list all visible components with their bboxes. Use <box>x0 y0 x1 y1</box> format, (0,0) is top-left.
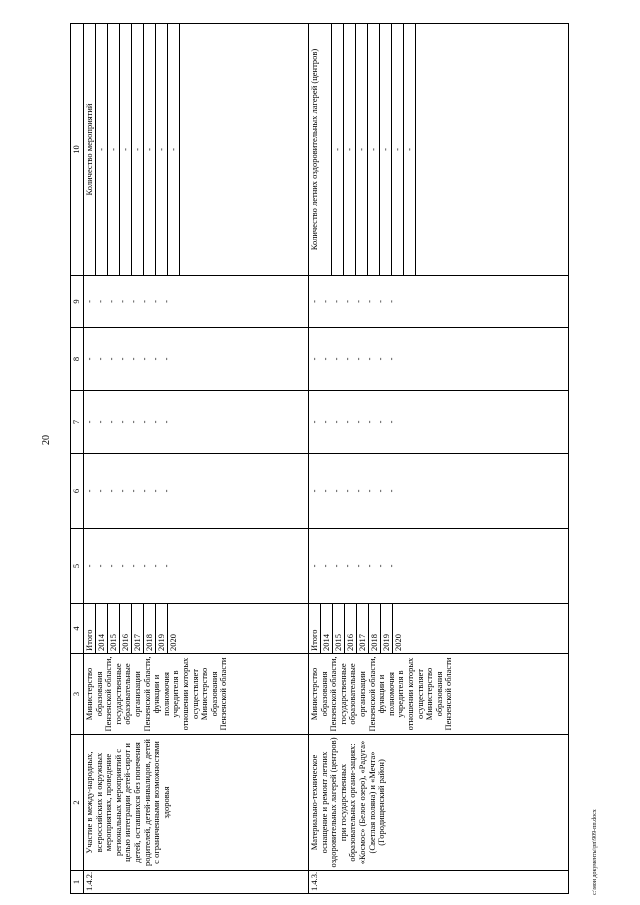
dash-value: - <box>331 300 341 303</box>
footer-file-path: c:\мои документы\рп\909-пп.docx <box>592 809 598 895</box>
col9-cell <box>309 276 569 328</box>
dash-value: - <box>320 564 330 568</box>
dash-value: - <box>364 420 374 424</box>
year-label: 2016 <box>120 604 132 653</box>
dash-value: - <box>375 357 385 361</box>
dash-value: - <box>106 489 116 493</box>
dash-value: - <box>106 300 116 303</box>
dash-value: - <box>84 564 94 568</box>
dash-value: - <box>150 420 160 424</box>
rotated-table-wrapper <box>70 24 582 894</box>
column-header: 4 <box>71 604 84 654</box>
year-label: 2015 <box>108 604 120 653</box>
page-number: 20 <box>41 435 52 445</box>
dash-value: - <box>309 357 319 361</box>
dash-value: - <box>320 357 330 361</box>
year-label: 2020 <box>168 634 178 651</box>
years-cell <box>309 604 569 654</box>
dash-value: - <box>404 24 416 275</box>
dash-value: - <box>309 300 319 303</box>
dash-value: - <box>95 564 105 568</box>
col9-cell <box>84 276 309 328</box>
dash-value: - <box>386 489 396 493</box>
dash-value: - <box>139 564 149 568</box>
row-number: 1.4.2. <box>84 871 309 894</box>
year-label: 2014 <box>96 604 108 653</box>
dash-value: - <box>375 489 385 493</box>
activity-name: Материально-техническое оснащение и ремонт летних оздоровительных лагерей (центров) при государственных образовательных органи-зациях: «Космос» (Белое озеро), «Радуга» (Светлая поляна) и «Мечта» (Городищенский район) <box>309 735 569 871</box>
header-row <box>71 24 84 894</box>
dash-value: - <box>84 300 94 303</box>
column-header: 6 <box>71 454 84 529</box>
dash-value: - <box>106 357 116 361</box>
dash-value: - <box>139 489 149 493</box>
dash-value: - <box>332 24 344 275</box>
dash-value: - <box>117 489 127 493</box>
dash-value: - <box>309 420 319 424</box>
dash-value: - <box>320 489 330 493</box>
col5-cell <box>309 529 569 604</box>
dash-value: - <box>84 489 94 493</box>
dash-value: - <box>95 300 105 303</box>
dash-value: - <box>95 357 105 361</box>
dash-value: - <box>150 564 160 568</box>
dash-value: - <box>353 300 363 303</box>
col6-cell <box>309 454 569 529</box>
dash-value: - <box>139 300 149 303</box>
indicator-cell <box>84 24 309 276</box>
dash-value: - <box>375 564 385 568</box>
dash-value: - <box>309 489 319 493</box>
dash-value: - <box>128 357 138 361</box>
dash-value: - <box>117 564 127 568</box>
dash-value: - <box>364 300 374 303</box>
col7-cell <box>84 391 309 454</box>
dash-value: - <box>161 489 171 493</box>
column-header: 1 <box>71 871 84 894</box>
dash-value: - <box>117 300 127 303</box>
dash-value: - <box>84 420 94 424</box>
dash-value: - <box>120 24 132 275</box>
dash-value: - <box>375 300 385 303</box>
year-label: 2014 <box>321 604 333 653</box>
dash-value: - <box>386 420 396 424</box>
dash-value: - <box>106 420 116 424</box>
col7-cell <box>309 391 569 454</box>
dash-value: - <box>108 24 120 275</box>
dash-value: - <box>331 357 341 361</box>
dash-value: - <box>331 420 341 424</box>
dash-value: - <box>353 420 363 424</box>
row-number: 1.4.3. <box>309 871 569 894</box>
column-header: 5 <box>71 529 84 604</box>
year-label: 2018 <box>144 604 156 653</box>
dash-value: - <box>168 24 180 275</box>
dash-value: - <box>106 564 116 568</box>
year-label: Итого <box>309 604 321 653</box>
dash-value: - <box>161 300 171 303</box>
dash-value: - <box>375 420 385 424</box>
program-activities-table <box>70 23 569 894</box>
dash-value: - <box>84 357 94 361</box>
year-label: 2017 <box>132 604 144 653</box>
table-row <box>309 24 569 894</box>
dash-value: - <box>344 24 356 275</box>
indicator-values <box>332 24 416 275</box>
dash-value: - <box>386 300 396 303</box>
indicator-cell <box>309 24 569 276</box>
dash-value: - <box>95 420 105 424</box>
dash-value: - <box>132 24 144 275</box>
dash-value: - <box>320 420 330 424</box>
dash-value: - <box>117 357 127 361</box>
indicator-values <box>96 24 180 275</box>
col6-cell <box>84 454 309 529</box>
year-label: 2019 <box>381 604 393 653</box>
column-header: 8 <box>71 328 84 391</box>
dash-value: - <box>364 489 374 493</box>
dash-value: - <box>128 300 138 303</box>
dash-value: - <box>392 24 404 275</box>
dash-value: - <box>161 420 171 424</box>
activity-name: Участие в между-народных, всероссийских и окружных мероприятиях, проведение региональных мероприятий с целью интеграции детей-сирот и детей, оставшихся без попечения родителей, детей-инвалидов, детей с ограниченными возможностями здоровья <box>84 735 309 871</box>
year-label: 2016 <box>345 604 357 653</box>
dash-value: - <box>95 489 105 493</box>
year-label: 2017 <box>357 604 369 653</box>
indicator-label: Количество летних оздоровительных лагерей (центров) <box>309 24 332 275</box>
column-header: 2 <box>71 735 84 871</box>
year-label: 2015 <box>333 604 345 653</box>
dash-value: - <box>380 24 392 275</box>
dash-value: - <box>150 489 160 493</box>
dash-value: - <box>96 24 108 275</box>
dash-value: - <box>364 357 374 361</box>
year-label: 2019 <box>156 604 168 653</box>
dash-value: - <box>139 357 149 361</box>
dash-value: - <box>139 420 149 424</box>
dash-value: - <box>161 357 171 361</box>
dash-value: - <box>161 564 171 568</box>
col5-cell <box>84 529 309 604</box>
dash-value: - <box>353 564 363 568</box>
dash-value: - <box>320 300 330 303</box>
dash-value: - <box>368 24 380 275</box>
dash-value: - <box>117 420 127 424</box>
year-label: Итого <box>84 604 96 653</box>
years-cell <box>84 604 309 654</box>
dash-value: - <box>342 564 352 568</box>
dash-value: - <box>342 357 352 361</box>
dash-value: - <box>309 564 319 568</box>
dash-value: - <box>356 24 368 275</box>
dash-value: - <box>150 357 160 361</box>
year-label: 2018 <box>369 604 381 653</box>
dash-value: - <box>128 564 138 568</box>
dash-value: - <box>128 420 138 424</box>
dash-value: - <box>128 489 138 493</box>
column-header: 9 <box>71 276 84 328</box>
dash-value: - <box>342 300 352 303</box>
executor: Министерство образования Пензенской области, государственные образовательные организации Пензенской области, функции и полномочия учредителя в отношении которых осуществляет Министерство образования Пензенской области <box>309 654 569 735</box>
column-header: 3 <box>71 654 84 735</box>
dash-value: - <box>144 24 156 275</box>
col8-cell <box>84 328 309 391</box>
dash-value: - <box>331 489 341 493</box>
dash-value: - <box>386 564 396 568</box>
dash-value: - <box>331 564 341 568</box>
indicator-label: Количество мероприятий <box>84 24 96 275</box>
dash-value: - <box>342 420 352 424</box>
dash-value: - <box>386 357 396 361</box>
executor: Министерство образования Пензенской области, государственные образовательные организации Пензенской области, функции и полномочия учредителя в отношении которых осуществляет Министерство образования Пензенской области <box>84 654 309 735</box>
col8-cell <box>309 328 569 391</box>
table-row <box>84 24 309 894</box>
dash-value: - <box>364 564 374 568</box>
dash-value: - <box>353 489 363 493</box>
column-header: 7 <box>71 391 84 454</box>
dash-value: - <box>156 24 168 275</box>
year-label: 2020 <box>393 634 403 651</box>
dash-value: - <box>353 357 363 361</box>
column-header: 10 <box>71 24 84 276</box>
dash-value: - <box>342 489 352 493</box>
dash-value: - <box>150 300 160 303</box>
